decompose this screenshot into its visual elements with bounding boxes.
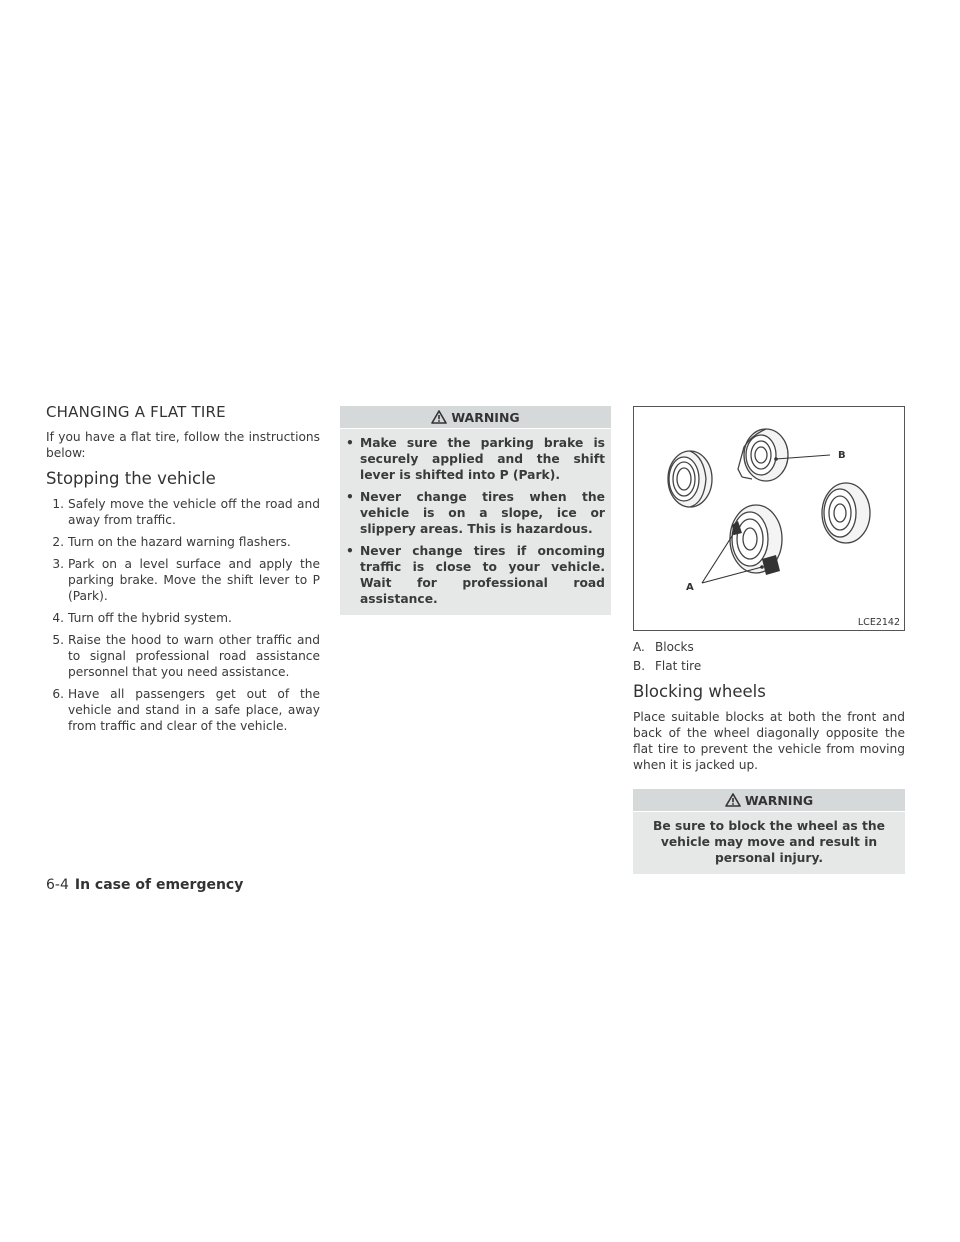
leader-dot <box>732 531 736 535</box>
step-number: 6. <box>52 687 64 701</box>
figure-label-a: A <box>686 582 694 593</box>
bullet-marker: • <box>346 544 354 558</box>
tire-flat <box>738 429 788 481</box>
step-text: Turn on the hazard warning flashers. <box>68 535 291 549</box>
legend-item <box>633 639 905 655</box>
step-item <box>46 496 320 528</box>
warning-triangle-icon <box>725 793 741 807</box>
step-text: Turn off the hybrid system. <box>68 611 232 625</box>
intro-text: If you have a flat tire, follow the instructions below: <box>46 430 320 460</box>
step-item <box>46 610 320 626</box>
leader-dot <box>774 457 778 461</box>
warning-item-text: Never change tires if oncoming traffic is close to your vehicle. Wait for professional road assistance. <box>360 544 605 606</box>
legend-key: A. <box>633 640 645 654</box>
warning-item <box>346 489 605 537</box>
warning-heading: WARNING <box>451 409 520 425</box>
leader-dot <box>760 565 764 569</box>
step-item <box>46 686 320 734</box>
column-right <box>633 406 905 874</box>
warning-triangle-icon <box>431 410 447 424</box>
step-text: Have all passengers get out of the vehicle and stand in a safe place, away from traffic and clear of the vehicle. <box>68 687 320 733</box>
step-item <box>46 632 320 680</box>
tire-right <box>822 483 870 543</box>
chapter-title: In case of emergency <box>74 877 244 893</box>
page-number: 6-4 <box>46 877 69 893</box>
column-middle <box>340 406 611 615</box>
warning-box <box>633 789 905 874</box>
figure-code: LCE2142 <box>857 617 900 628</box>
tire-left <box>668 451 712 507</box>
step-number: 5. <box>52 633 64 647</box>
legend-text: Blocks <box>655 640 694 654</box>
subhead-blocking: Blocking wheels <box>633 682 766 701</box>
warning-box <box>340 406 611 615</box>
warning-body <box>340 429 611 615</box>
column-left <box>46 403 320 740</box>
warning-item-text: Make sure the parking brake is securely applied and the shift lever is shifted into P (Park). <box>360 436 605 482</box>
warning-heading: WARNING <box>744 792 814 808</box>
legend-text: Flat tire <box>655 659 702 673</box>
warning-item <box>346 543 605 607</box>
step-number: 3. <box>52 557 64 571</box>
step-number: 4. <box>52 611 64 625</box>
step-number: 1. <box>52 497 64 511</box>
legend-key: B. <box>633 659 646 673</box>
step-item <box>46 556 320 604</box>
bullet-marker: • <box>346 490 354 504</box>
steps-list <box>46 496 320 734</box>
figure-label-b: B <box>838 450 846 461</box>
legend-item <box>633 658 905 674</box>
warning-item-text: Never change tires when the vehicle is on a slope, ice or slippery areas. This is hazardous. <box>360 490 605 536</box>
figure-legend <box>633 639 905 674</box>
tire-blocks-figure <box>633 406 905 631</box>
step-number: 2. <box>52 535 64 549</box>
page-footer <box>46 877 243 893</box>
warning-text: Be sure to block the wheel as the vehicle may move and result in personal injury. <box>653 819 885 865</box>
blocking-text: Place suitable blocks at both the front and back of the wheel diagonally opposite the flat tire to prevent the vehicle from moving when it is jacked up. <box>633 710 905 772</box>
step-text: Park on a level surface and apply the parking brake. Move the shift lever to P (Park). <box>68 557 320 603</box>
step-text: Safely move the vehicle off the road and away from traffic. <box>68 497 320 527</box>
warning-item <box>346 435 605 483</box>
bullet-marker: • <box>346 436 354 450</box>
warning-header <box>633 789 905 812</box>
step-item <box>46 534 320 550</box>
subhead-stopping: Stopping the vehicle <box>46 469 216 488</box>
tire-illustration <box>634 407 904 630</box>
step-text: Raise the hood to warn other traffic and to signal professional road assistance personnel that you need assistance. <box>68 633 320 679</box>
section-title: CHANGING A FLAT TIRE <box>46 403 226 421</box>
warning-header <box>340 406 611 429</box>
